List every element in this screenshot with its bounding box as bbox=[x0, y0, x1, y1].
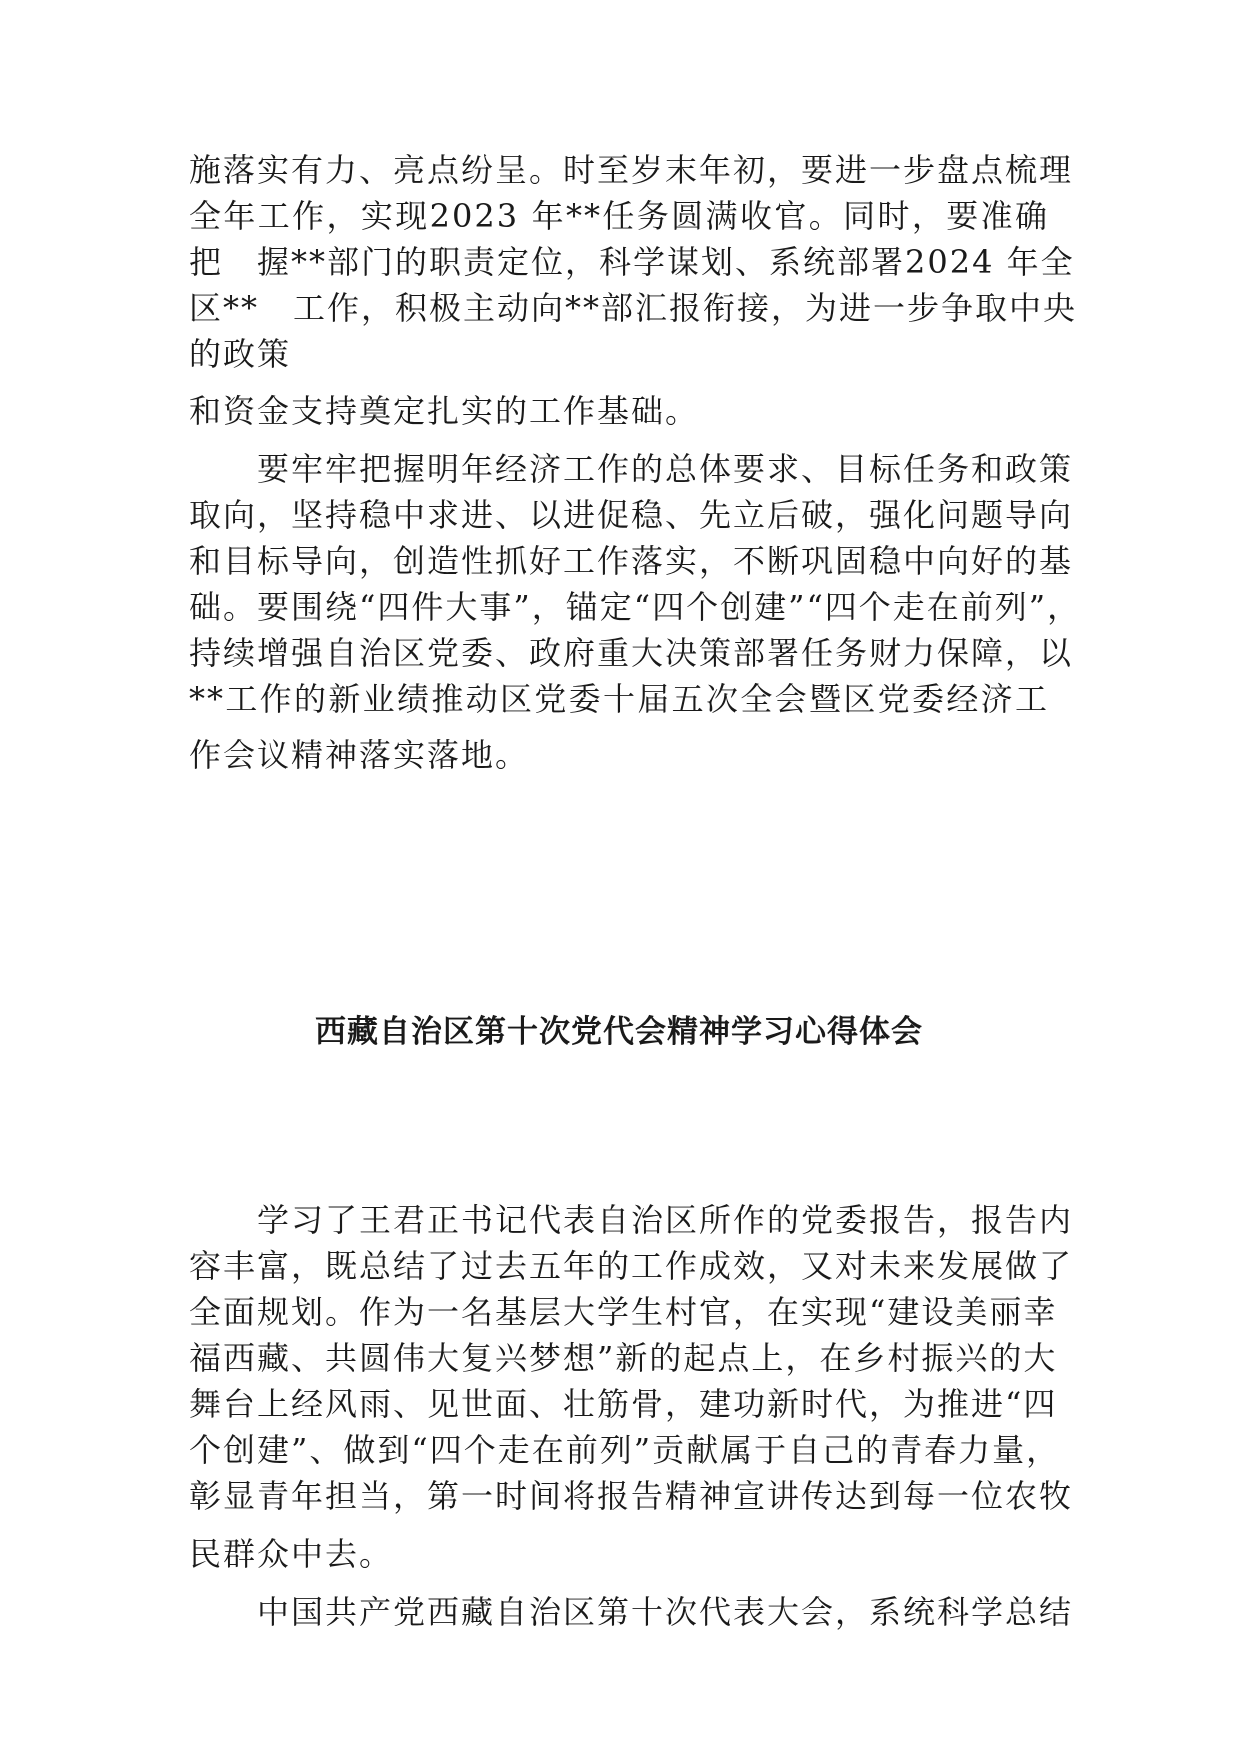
text-line: 持续增强自治区党委、政府重大决策部署任务财力保障，以 bbox=[189, 634, 1074, 672]
text-line: 舞台上经风雨、见世面、壮筋骨，建功新时代，为推进“四 bbox=[189, 1385, 1058, 1423]
text-line: 民群众中去。 bbox=[189, 1535, 394, 1573]
text-line: 容丰富，既总结了过去五年的工作成效，又对未来发展做了 bbox=[189, 1247, 1074, 1285]
text-line: 施落实有力、亮点纷呈。时至岁末年初，要进一步盘点梳理 bbox=[189, 151, 1074, 189]
text-line: 把 握**部门的职责定位，科学谋划、系统部署2024 年全 bbox=[189, 243, 1075, 281]
text-line: 全年工作，实现2023 年**任务圆满收官。同时，要准确 bbox=[189, 197, 1049, 235]
text-line: 取向，坚持稳中求进、以进促稳、先立后破，强化问题导向 bbox=[189, 496, 1074, 534]
text-line: 个创建”、做到“四个走在前列”贡献属于自己的青春力量， bbox=[189, 1431, 1061, 1469]
text-line: 要牢牢把握明年经济工作的总体要求、目标任务和政策 bbox=[257, 450, 1074, 488]
text-line: 彰显青年担当，第一时间将报告精神宣讲传达到每一位农牧 bbox=[189, 1477, 1074, 1515]
text-line: 福西藏、共圆伟大复兴梦想”新的起点上，在乡村振兴的大 bbox=[189, 1339, 1058, 1377]
text-line: 区** 工作，积极主动向**部汇报衔接，为进一步争取中央 bbox=[189, 289, 1078, 327]
text-line: 和资金支持奠定扎实的工作基础。 bbox=[189, 392, 700, 430]
text-line: 和目标导向，创造性抓好工作落实，不断巩固稳中向好的基 bbox=[189, 542, 1074, 580]
text-line: 作会议精神落实落地。 bbox=[189, 736, 530, 774]
text-line: **工作的新业绩推动区党委十届五次全会暨区党委经济工 bbox=[189, 680, 1049, 718]
text-line: 中国共产党西藏自治区第十次代表大会，系统科学总结 bbox=[257, 1593, 1074, 1631]
text-line: 全面规划。作为一名基层大学生村官，在实现“建设美丽幸 bbox=[189, 1293, 1058, 1331]
text-line: 学习了王君正书记代表自治区所作的党委报告，报告内 bbox=[257, 1201, 1074, 1239]
text-line: 的政策 bbox=[189, 335, 292, 373]
section-title: 西藏自治区第十次党代会精神学习心得体会 bbox=[315, 1014, 923, 1050]
text-line: 础。要围绕“四件大事”，锚定“四个创建”“四个走在前列”， bbox=[189, 588, 1082, 626]
